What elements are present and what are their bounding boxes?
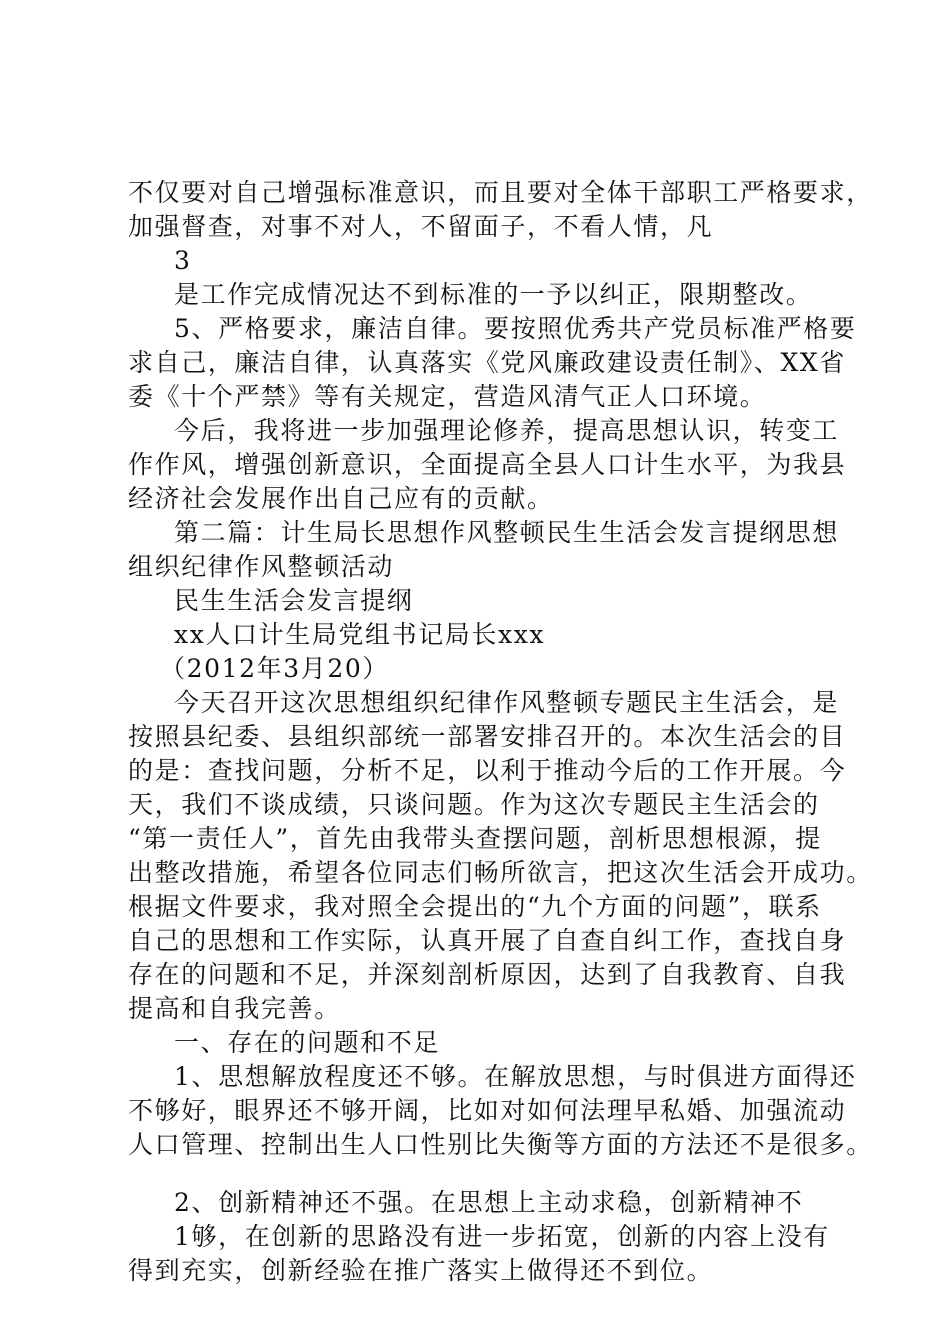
text-line-1: 不仅要对自己增强标准意识，而且要对全体干部职工严格要求， <box>128 178 873 207</box>
date-line: （2012年3月20） <box>160 654 389 683</box>
text-line-21: 出整改措施，希望各位同志们畅所欲言，把这次生活会开成功。 <box>128 858 873 887</box>
text-line-6: 求自己，廉洁自律，认真落实《党风廉政建设责任制》、XX省 <box>128 348 846 377</box>
text-line-18: 的是：查找问题，分析不足，以利于推动今后的工作开展。今 <box>128 756 847 785</box>
text-line-8: 今后，我将进一步加强理论修养，提高思想认识，转变工 <box>174 416 840 445</box>
text-line-19: 天，我们不谈成绩，只谈问题。作为这次专题民主生活会的 <box>128 790 820 819</box>
section-heading-problems: 一、存在的问题和不足 <box>174 1028 441 1057</box>
text-line-27: 1、思想解放程度还不够。在解放思想，与时俱进方面得还 <box>174 1062 857 1091</box>
text-line-28: 不够好，眼界还不够开阔，比如对如何法理早私婚、加强流动 <box>128 1096 847 1125</box>
text-line-23: 自己的思想和工作实际，认真开展了自查自纠工作，查找自身 <box>128 926 847 955</box>
author-line: xx人口计生局党组书记局长xxx <box>174 620 546 649</box>
text-line-20: “第一责任人”，首先由我带头查摆问题，剖析思想根源，提 <box>128 824 822 853</box>
text-line-4: 是工作完成情况达不到标准的一予以纠正，限期整改。 <box>174 280 813 309</box>
text-line-25: 提高和自我完善。 <box>128 994 341 1023</box>
text-line-2: 加强督查，对事不对人，不留面子，不看人情，凡 <box>128 212 714 241</box>
text-line-32: 得到充实，创新经验在推广落实上做得还不到位。 <box>128 1256 714 1285</box>
subtitle-line: 民生生活会发言提纲 <box>174 586 414 615</box>
text-line-17: 按照县纪委、县组织部统一部署安排召开的。本次生活会的目 <box>128 722 847 751</box>
text-line-10: 经济社会发展作出自己应有的贡献。 <box>128 484 554 513</box>
text-line-7: 委《十个严禁》等有关规定，营造风清气正人口环境。 <box>128 382 767 411</box>
text-line-9: 作作风，增强创新意识，全面提高全县人口计生水平，为我县 <box>128 450 847 479</box>
text-line-29: 人口管理、控制出生人口性别比失衡等方面的方法还不是很多。 <box>128 1130 873 1159</box>
text-line-5: 5、严格要求，廉洁自律。要按照优秀共产党员标准严格要 <box>174 314 857 343</box>
text-line-22: 根据文件要求，我对照全会提出的“九个方面的问题”，联系 <box>128 892 822 921</box>
page-number-marker: 3 <box>174 246 192 275</box>
text-line-31: 1够，在创新的思路没有进一步拓宽，创新的内容上没有 <box>174 1222 830 1251</box>
text-line-16: 今天召开这次思想组织纪律作风整顿专题民主生活会，是 <box>174 688 840 717</box>
text-line-30: 2、创新精神还不强。在思想上主动求稳，创新精神不 <box>174 1188 804 1217</box>
text-line-24: 存在的问题和不足，并深刻剖析原因，达到了自我教育、自我 <box>128 960 847 989</box>
section-heading-line-2: 组织纪律作风整顿活动 <box>128 552 395 581</box>
section-heading-line-1: 第二篇：计生局长思想作风整顿民生生活会发言提纲思想 <box>174 518 840 547</box>
